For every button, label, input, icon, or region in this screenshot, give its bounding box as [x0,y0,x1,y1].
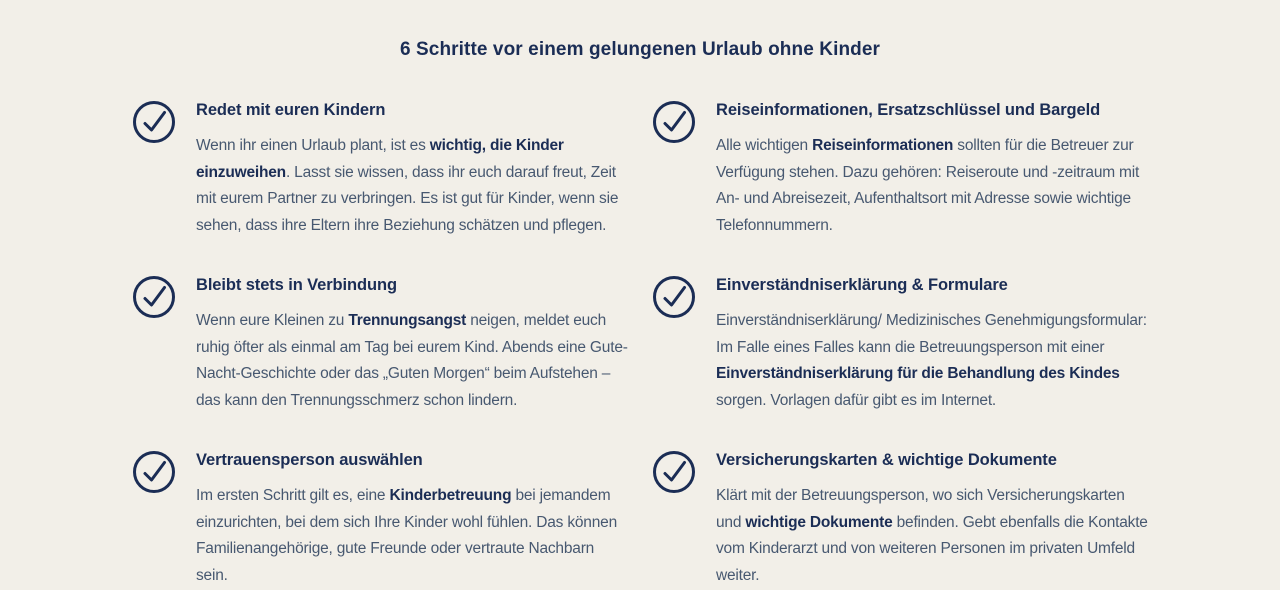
check-circle-icon [652,100,696,144]
step-body: Wenn eure Kleinen zu Trennungsangst neigen, meldet euch ruhig öfter als einmal am Tag bei eurem Kind. Abends eine Gute-Nacht-Geschichte oder das „Guten Morgen“ beim Aufstehen – das kann den Trennungsschmerz schon lindern. [196,312,628,409]
step-body: Im ersten Schritt gilt es, eine Kinderbetreuung bei jemandem einzurichten, bei dem sich Ihre Kinder wohl fühlen. Das können Familienangehörige, gute Freunde oder vertraute Nachbarn sein. [196,487,617,584]
step-heading: Versicherungskarten & wichtige Dokumente [716,451,1057,469]
step-content [196,100,628,239]
content-section [132,0,1148,589]
step-heading: Vertrauensperson auswählen [196,451,423,469]
step-heading: Reiseinformationen, Ersatzschlüssel und Bargeld [716,101,1101,119]
check-circle-icon [132,275,176,319]
step-item-5 [132,450,628,589]
step-content [196,450,628,589]
step-content [716,275,1148,414]
step-body: Einverständniserklärung/ Medizinisches Genehmigungsformular: Im Falle eines Falles kann die Betreuungsperson mit einer Einverständniserklärung für die Behandlung des Kindes sorgen. Vorlagen dafür gibt es im Internet. [716,312,1147,409]
step-item-1 [132,100,628,239]
page-title: 6 Schritte vor einem gelungenen Urlaub ohne Kinder [399,39,881,60]
check-circle-icon [132,100,176,144]
step-body: Wenn ihr einen Urlaub plant, ist es wichtig, die Kinder einzuweihen. Lasst sie wissen, dass ihr euch darauf freut, Zeit mit eurem Partner zu verbringen. Es ist gut für Kinder, wenn sie sehen, dass ihre Eltern ihre Beziehung schätzen und pflegen. [196,137,619,234]
check-circle-icon [652,450,696,494]
step-content [716,450,1148,589]
step-heading: Redet mit euren Kindern [196,101,386,119]
steps-grid [132,100,1148,589]
step-item-3 [132,275,628,414]
step-content [716,100,1148,239]
step-item-4 [652,275,1148,414]
step-heading: Bleibt stets in Verbindung [196,276,397,294]
step-content [196,275,628,414]
check-circle-icon [652,275,696,319]
step-item-2 [652,100,1148,239]
check-circle-icon [132,450,176,494]
step-body: Klärt mit der Betreuungsperson, wo sich Versicherungskarten und wichtige Dokumente befinden. Gebt ebenfalls die Kontakte vom Kinderarzt und von weiteren Personen im privaten Umfeld weiter. [716,487,1148,584]
step-body: Alle wichtigen Reiseinformationen sollten für die Betreuer zur Verfügung stehen. Dazu gehören: Reiseroute und -zeitraum mit An- und Abreisezeit, Aufenthaltsort mit Adresse sowie wichtige Telefonnummern. [716,137,1140,234]
step-item-6 [652,450,1148,589]
step-heading: Einverständniserklärung & Formulare [716,276,1008,294]
